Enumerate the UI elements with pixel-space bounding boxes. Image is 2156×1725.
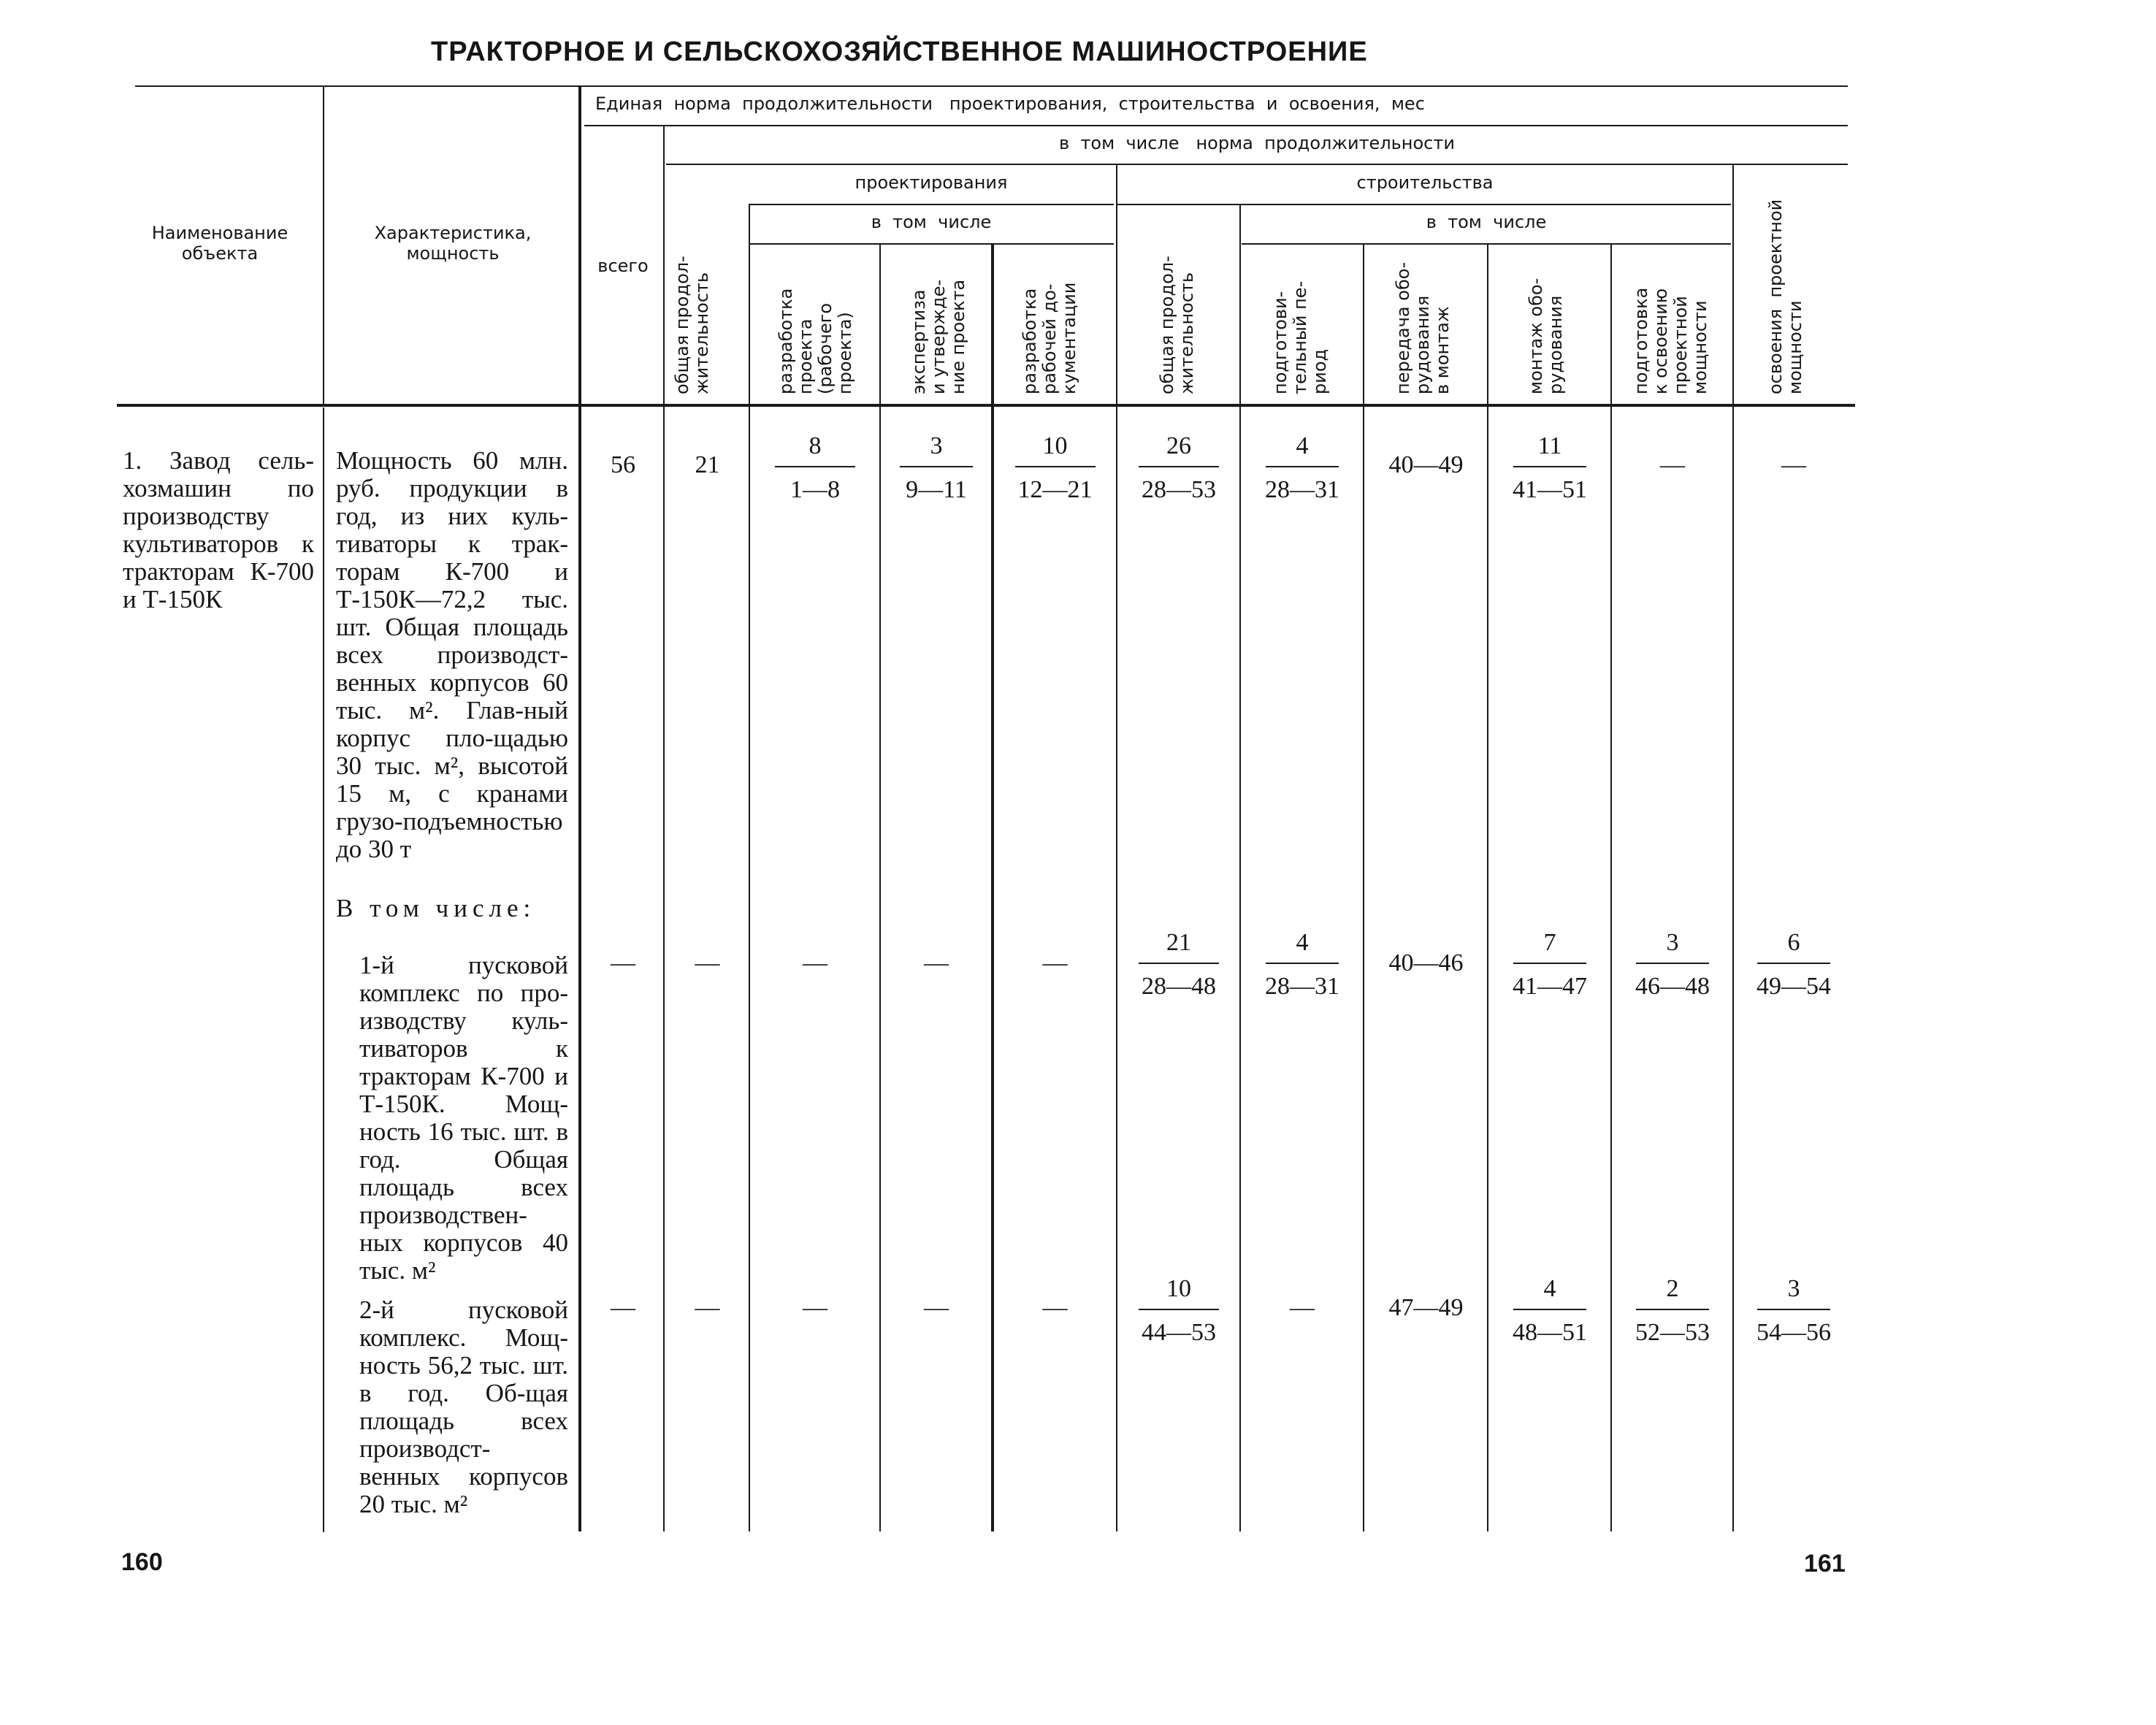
fraction-top: 3 xyxy=(930,432,943,459)
row1-constr-ready: — xyxy=(1660,451,1685,478)
row1-design-docs xyxy=(994,432,1116,504)
subrow1-design-docs: — xyxy=(1042,949,1068,976)
header-unified-norm: Единая норма продолжительности проектирования, строительства и освоения, мес xyxy=(595,93,1425,114)
fraction-bottom: 54—56 xyxy=(1756,1319,1831,1346)
subrow1-design-exp: — xyxy=(924,949,949,976)
subrow2-mastering xyxy=(1735,1275,1852,1347)
vrule xyxy=(1363,243,1364,1531)
header-design: проектирования xyxy=(855,172,1008,193)
row1-total: 56 xyxy=(611,451,635,478)
fraction-bottom: 52—53 xyxy=(1635,1319,1710,1346)
vrule xyxy=(1239,204,1241,1531)
subrow2-design-dev: — xyxy=(803,1294,827,1321)
header-bottom-rule xyxy=(117,404,1855,407)
header-constr-install: монтаж обо- рудования xyxy=(1526,278,1566,394)
header-constr-transfer: передача обо- рудования в монтаж xyxy=(1393,261,1453,394)
subrow2-constr-prep: — xyxy=(1290,1294,1315,1321)
fraction-top: 10 xyxy=(1042,432,1068,459)
header-constr-incl: в том числе xyxy=(1426,212,1547,232)
row1-design-total: 21 xyxy=(695,451,720,478)
subrow2-char: 2-й пусковой комплекс. Мощ-ность 56,2 тыс. шт. в год. Об-щая площадь всех производст-венных корпусов 20 тыс. м² xyxy=(359,1296,568,1518)
fraction-top: 6 xyxy=(1787,929,1800,956)
fraction-bottom: 28—48 xyxy=(1142,973,1216,1000)
incl-label: В том числе: xyxy=(336,894,536,922)
fraction-top: 7 xyxy=(1543,929,1556,956)
vrule xyxy=(1116,164,1117,1531)
subrow2-total: — xyxy=(611,1294,635,1321)
fraction-top: 4 xyxy=(1296,432,1309,459)
header-name-col: Наименование объекта xyxy=(151,223,288,264)
fraction-top: 4 xyxy=(1543,1275,1556,1302)
vrule xyxy=(879,243,881,1531)
header-design-total: общая продол- жительность xyxy=(672,256,712,394)
fraction-top: 10 xyxy=(1166,1275,1191,1302)
fraction-top: 2 xyxy=(1666,1275,1679,1302)
fraction-top: 8 xyxy=(808,432,822,459)
header-construction: строительства xyxy=(1356,172,1494,193)
header-char-col: Характеристика, мощность xyxy=(374,223,532,264)
vrule xyxy=(663,125,665,1531)
header-total: всего xyxy=(597,256,649,276)
fraction-top: 3 xyxy=(1666,929,1679,956)
header-rule-2 xyxy=(666,164,1848,165)
subrow2-design-total: — xyxy=(695,1294,720,1321)
vrule xyxy=(1732,164,1734,1531)
page-number-left: 160 xyxy=(121,1548,163,1576)
fraction-bottom: 1—8 xyxy=(790,476,840,503)
header-rule-design-incl xyxy=(749,243,1114,245)
vrule xyxy=(1487,243,1488,1531)
fraction-top: 26 xyxy=(1166,432,1191,459)
subrow1-total: — xyxy=(611,949,635,976)
subrow1-constr-prep xyxy=(1242,929,1363,1001)
fraction-top: 11 xyxy=(1537,432,1562,459)
fraction-bottom: 48—51 xyxy=(1513,1319,1587,1346)
subrow1-constr-transfer: 40—46 xyxy=(1388,949,1464,976)
header-rule-constr-incl xyxy=(1242,243,1731,245)
subrow1-constr-total xyxy=(1118,929,1239,1001)
fraction-bottom: 28—53 xyxy=(1142,476,1216,503)
row1-name: 1. Завод сель-хозмашин по производству культиваторов к тракторам К-700 и Т-150К xyxy=(123,446,314,613)
header-mastering: освоения проектной мощности xyxy=(1765,199,1805,394)
subrow1-char: 1-й пусковой комплекс по про-изводству куль-тиваторов к тракторам К-700 и Т-150К. Мощ-ность 16 тыс. шт. в год. Общая площадь всех производствен-ных корпусов 40 тыс. м² xyxy=(359,951,568,1285)
table-top-rule xyxy=(135,85,1848,87)
header-design-exp: экспертиза и утвержде- ние проекта xyxy=(909,279,968,394)
subrow1-constr-ready xyxy=(1613,929,1732,1001)
row1-char: Мощность 60 млн. руб. продукции в год, из них куль-тиваторы к трак-торам К-700 и Т-150К—72,2 тыс. шт. Общая площадь всех производст-венных корпусов 60 тыс. м². Глав-ный корпус пло-щадью 30 тыс. м², высотой 15 м, с кранами грузо-подъемностью до 30 т xyxy=(336,446,568,863)
row1-constr-install xyxy=(1489,432,1610,504)
subrow2-design-exp: — xyxy=(924,1294,949,1321)
vrule xyxy=(1610,243,1612,1531)
vrule xyxy=(578,85,581,1531)
vrule xyxy=(323,408,324,1532)
fraction-bottom: 44—53 xyxy=(1142,1319,1216,1346)
fraction-bottom: 28—31 xyxy=(1265,476,1339,503)
subrow2-constr-total xyxy=(1118,1275,1239,1347)
header-constr-total: общая продол- жительность xyxy=(1157,256,1197,394)
header-incl-norm: в том числе норма продолжительности xyxy=(1059,133,1455,153)
vrule xyxy=(323,85,324,405)
fraction-bottom: 41—47 xyxy=(1513,973,1587,1000)
header-constr-ready: подготовка к освоению проектной мощности xyxy=(1631,287,1710,394)
row1-design-dev xyxy=(751,432,879,504)
page-title: ТРАКТОРНОЕ И СЕЛЬСКОХОЗЯЙСТВЕННОЕ МАШИНОСТРОЕНИЕ xyxy=(431,37,1368,67)
subrow1-mastering xyxy=(1735,929,1852,1001)
page-number-right: 161 xyxy=(1804,1550,1846,1577)
subrow1-design-dev: — xyxy=(803,949,827,976)
header-rule-constr xyxy=(1117,204,1731,205)
row1-constr-transfer: 40—49 xyxy=(1388,451,1464,478)
fraction-top: 21 xyxy=(1166,929,1191,956)
subrow1-design-total: — xyxy=(695,949,720,976)
row1-mastering: — xyxy=(1781,451,1806,478)
fraction-top: 3 xyxy=(1787,1275,1800,1302)
header-design-dev: разработка проекта (рабочего проекта) xyxy=(776,288,855,394)
row1-constr-prep xyxy=(1242,432,1363,504)
subrow1-constr-install xyxy=(1489,929,1610,1001)
fraction-bottom: 28—31 xyxy=(1265,973,1339,1000)
row1-design-exp xyxy=(882,432,991,504)
fraction-bottom: 9—11 xyxy=(906,476,967,503)
fraction-bottom: 12—21 xyxy=(1017,476,1093,503)
subrow2-design-docs: — xyxy=(1042,1294,1068,1321)
subrow2-constr-ready xyxy=(1613,1275,1732,1347)
vrule xyxy=(749,204,750,1531)
header-constr-prep: подготови- тельный пе- риод xyxy=(1270,280,1330,394)
fraction-bottom: 41—51 xyxy=(1513,476,1587,503)
header-rule-design xyxy=(749,204,1114,205)
subrow2-constr-transfer: 47—49 xyxy=(1388,1294,1464,1321)
fraction-bottom: 46—48 xyxy=(1635,973,1710,1000)
header-design-incl: в том числе xyxy=(871,212,992,232)
subrow2-constr-install xyxy=(1489,1275,1610,1347)
row1-constr-total xyxy=(1118,432,1239,504)
header-rule-1 xyxy=(584,125,1848,126)
header-design-docs: разработка рабочей до- кументации xyxy=(1020,282,1079,394)
fraction-top: 4 xyxy=(1296,929,1309,956)
fraction-bottom: 49—54 xyxy=(1756,973,1831,1000)
